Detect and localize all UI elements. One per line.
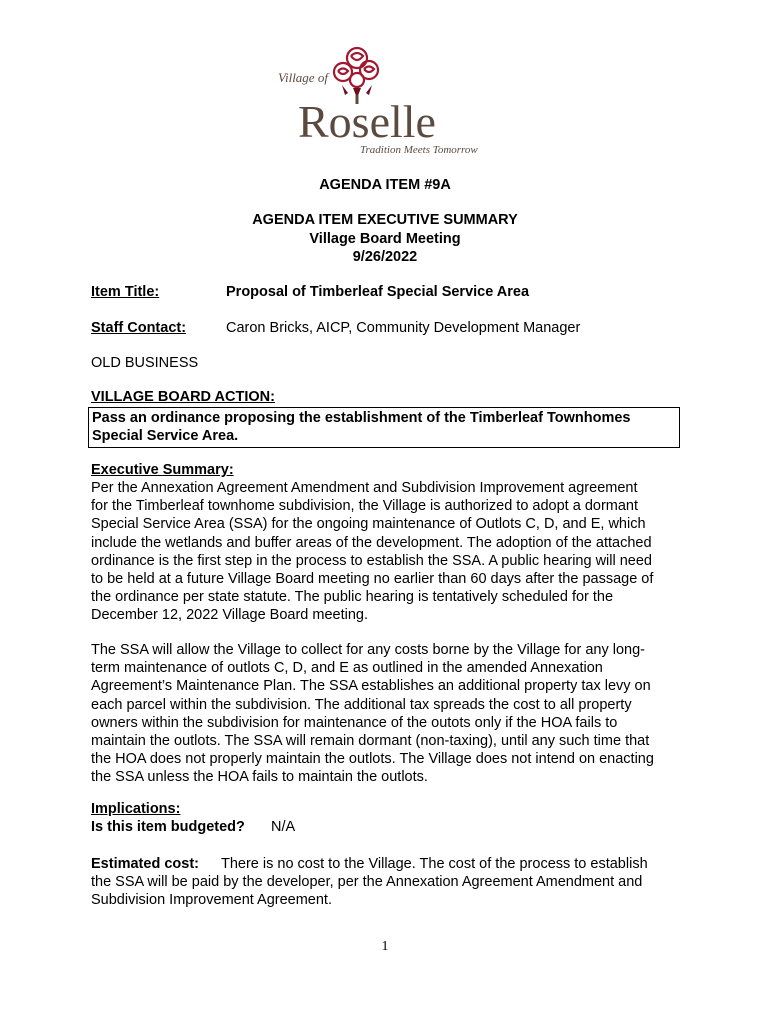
text-line: Per the Annexation Agreement Amendment and Subdivision Improvement agreement	[91, 480, 638, 496]
text-line: Special Service Area (SSA) for the ongoing maintenance of Outlots C, D, and E, which	[91, 516, 646, 533]
roselle-wordmark: Roselle	[298, 96, 436, 147]
executive-summary-heading: Executive Summary:	[91, 462, 234, 478]
text-line: owners within the subdivision for maintenance of the outots only if the HOA fails to	[91, 714, 618, 731]
text-line: Subdivision Improvement Agreement.	[91, 892, 332, 909]
meeting-name: Village Board Meeting	[309, 231, 461, 247]
page-number: 1	[381, 939, 389, 954]
budgeted-label: Is this item budgeted?	[91, 819, 245, 835]
board-action-line: Special Service Area.	[92, 428, 239, 445]
summary-title: AGENDA ITEM EXECUTIVE SUMMARY	[252, 212, 518, 228]
text-line: for the Timberleaf townhome subdivision, the Village is authorized to adopt a dormant	[91, 498, 639, 515]
text-line: include the wetlands and buffer areas of the development. The adoption of the attached	[91, 534, 652, 551]
board-action-heading: VILLAGE BOARD ACTION:	[91, 389, 275, 405]
text-line: the HOA does not properly maintain the outlots. The Village does not intend on enacting	[91, 751, 654, 768]
staff-contact-value: Caron Bricks, AICP, Community Development Manager	[226, 320, 581, 336]
executive-summary-paragraph-2	[91, 641, 691, 787]
meeting-date: 9/26/2022	[352, 249, 418, 265]
text-line: the ordinance per state statute. The public hearing is tentatively scheduled for the	[91, 589, 614, 606]
text-line: There is no cost to the Village. The cost of the process to establish	[220, 856, 648, 872]
item-title-value: Proposal of Timberleaf Special Service Area	[226, 284, 530, 300]
text-line: The SSA will allow the Village to collect for any costs borne by the Village for any long-	[91, 642, 645, 658]
text-line: each parcel within the subdivision. The additional tax spreads the cost to all property	[91, 696, 632, 713]
implications-heading: Implications:	[91, 801, 181, 817]
executive-summary-paragraph-1	[91, 479, 691, 625]
estimated-cost-label: Estimated cost:	[91, 856, 199, 872]
text-line: the SSA will be paid by the developer, per the Annexation Agreement Amendment and	[91, 874, 643, 891]
text-line: term maintenance of outlots C, D, and E as outlined in the amended Annexation	[91, 660, 603, 677]
text-line: to be held at a future Village Board meeting no earlier than 60 days after the passage of	[91, 571, 654, 588]
budgeted-value: N/A	[271, 819, 296, 835]
staff-contact-label: Staff Contact:	[91, 320, 187, 336]
village-of-roselle-logo	[268, 40, 498, 160]
item-title-label: Item Title:	[91, 284, 160, 300]
estimated-cost-block	[91, 855, 691, 910]
text-line: Agreement’s Maintenance Plan. The SSA establishes an additional property tax levy on	[91, 678, 651, 695]
board-action-box	[88, 407, 680, 448]
text-line: December 12, 2022 Village Board meeting.	[91, 607, 369, 624]
text-line: the SSA unless the HOA fails to maintain the outlots.	[91, 769, 428, 786]
village-of-text: Village of	[278, 70, 328, 85]
agenda-item-number: AGENDA ITEM #9A	[319, 177, 451, 193]
section-label: OLD BUSINESS	[91, 355, 199, 371]
text-line: maintain the outlots. The SSA will remain dormant (non-taxing), until any such time that	[91, 733, 650, 750]
tagline-text: Tradition Meets Tomorrow	[360, 144, 478, 156]
text-line: ordinance is the first step in the process to establish the SSA. A public hearing will need	[91, 552, 652, 569]
rose-icon	[334, 48, 378, 87]
board-action-line: Pass an ordinance proposing the establishment of the Timberleaf Townhomes	[92, 410, 631, 426]
